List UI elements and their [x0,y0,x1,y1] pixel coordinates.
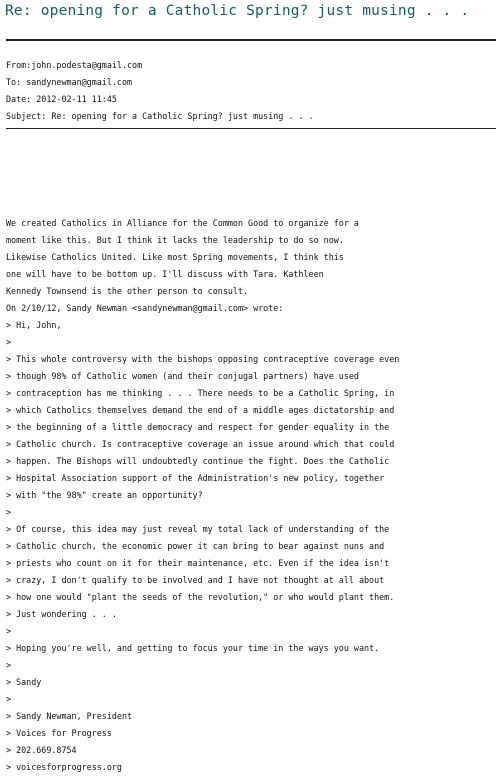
quoted-line: > Catholic church. Is contraceptive coverage an issue around which that could [6,439,395,449]
quoted-line: > This whole controversy with the bishops opposing contraceptive coverage even [6,354,400,364]
date-line: Date: 2012-02-11 11:45 [6,94,117,104]
quoted-line: > [6,626,12,636]
body-line: one will have to be bottom up. I'll discuss with Tara. Kathleen [6,269,324,279]
body-line: We created Catholics in Alliance for the Common Good to organize for a [6,218,359,228]
quoted-line: > [6,337,12,347]
quoted-line: > the beginning of a little democracy and respect for gender equality in the [6,422,390,432]
quoted-line: > [6,660,12,670]
quoted-line: > Catholic church, the economic power it can bring to bear against nuns and [6,541,385,551]
quoted-line: > Hoping you're well, and getting to focus your time in the ways you want. [6,643,380,653]
subject-line: Subject: Re: opening for a Catholic Spring? just musing . . . [6,111,314,121]
title-divider [6,39,496,41]
to-line: To: sandynewman@gmail.com [6,77,133,87]
quoted-line: > Sandy Newman, President [6,711,133,721]
quoted-line: > crazy, I don't qualify to be involved and I have not thought at all about [6,575,385,585]
quoted-line: > with "the 98%" create an opportunity? [6,490,203,500]
body-line: moment like this. But I think it lacks the leadership to do so now. [6,235,344,245]
header-divider [6,128,496,129]
email-title: Re: opening for a Catholic Spring? just musing . . . [5,3,470,19]
quoted-line: > Of course, this idea may just reveal my total lack of understanding of the [6,524,390,534]
quoted-line: > happen. The Bishops will undoubtedly continue the fight. Does the Catholic [6,456,390,466]
quoted-line: > voicesforprogress.org [6,762,122,772]
body-line: Kennedy Townsend is the other person to consult. [6,286,249,296]
quoted-line: > which Catholics themselves demand the end of a middle ages dictatorship and [6,405,395,415]
quoted-line: > 202.669.8754 [6,745,77,755]
body-line: Likewise Catholics United. Like most Spring movements, I think this [6,252,344,262]
quoted-line: > [6,507,12,517]
quoted-line: > priests who count on it for their maintenance, etc. Even if the idea isn't [6,558,390,568]
quoted-line: > Sandy [6,677,42,687]
quoted-line: > though 98% of Catholic women (and their conjugal partners) have used [6,371,359,381]
quoted-line: > Hospital Association support of the Administration's new policy, together [6,473,385,483]
quoted-line: > Just wondering . . . [6,609,117,619]
quoted-line: > [6,694,12,704]
quoted-line: > Voices for Progress [6,728,112,738]
quoted-line: > contraception has me thinking . . . There needs to be a Catholic Spring, in [6,388,395,398]
email-headers [6,57,314,125]
quoted-line: > Hi, John, [6,320,62,330]
body-line: On 2/10/12, Sandy Newman <sandynewman@gmail.com> wrote: [6,303,284,313]
from-line: From:john.podesta@gmail.com [6,60,143,70]
quoted-line: > how one would "plant the seeds of the revolution," or who would plant them. [6,592,395,602]
email-body [6,215,399,776]
